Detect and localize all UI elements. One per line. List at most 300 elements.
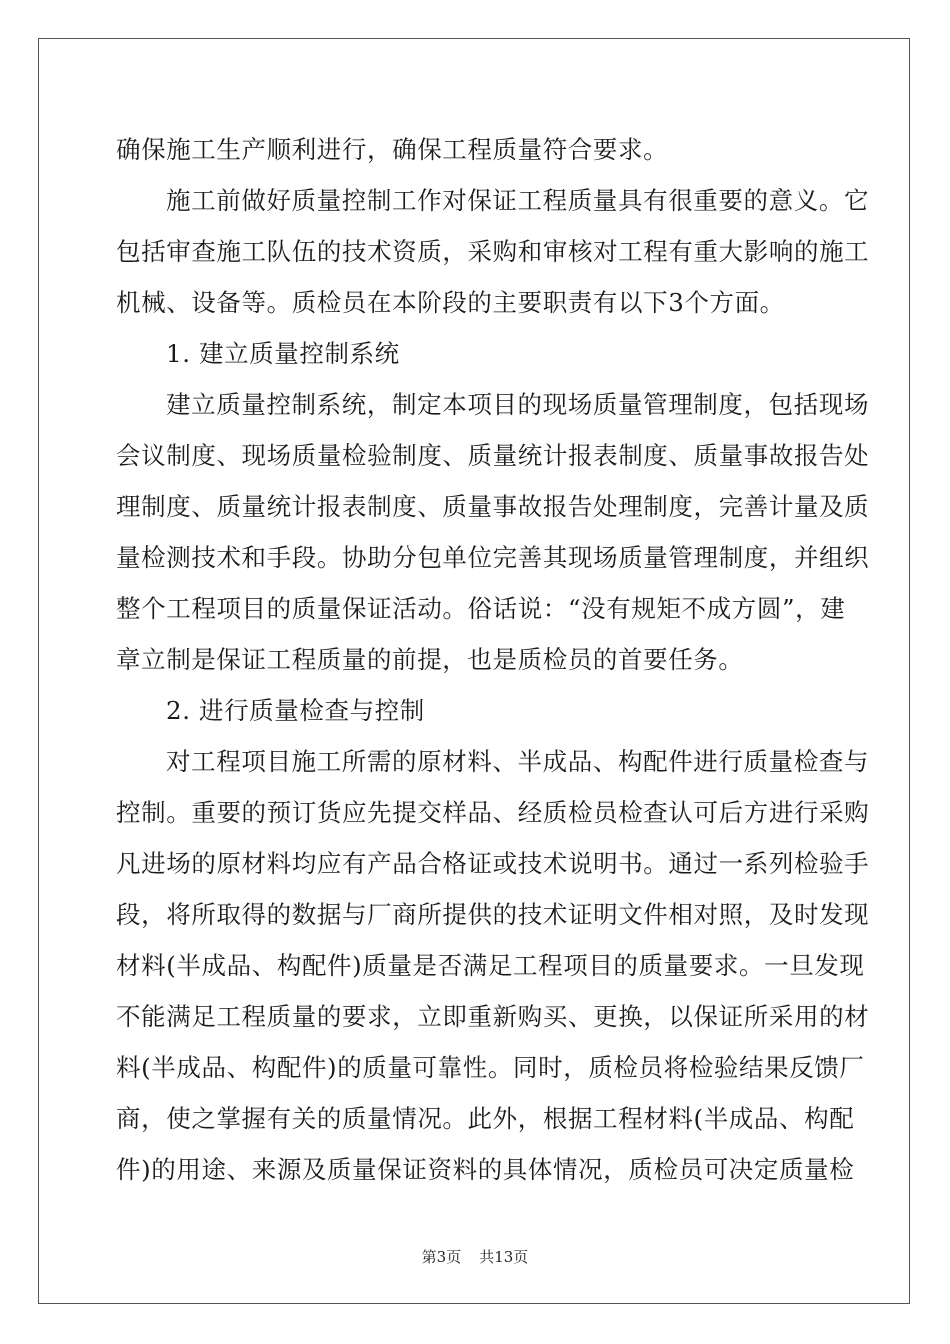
char: 矩 xyxy=(656,594,682,623)
char: 格 xyxy=(442,849,468,878)
char: 目 xyxy=(241,594,267,623)
char: 量 xyxy=(387,951,413,980)
char: 半 xyxy=(151,1053,177,1082)
char: 取 xyxy=(216,900,242,929)
char: 及 xyxy=(768,900,794,929)
char: 凡 xyxy=(116,849,142,878)
char: 。 xyxy=(442,594,468,623)
char: 求 xyxy=(713,951,739,980)
char: 量 xyxy=(352,1155,378,1184)
char: 据 xyxy=(567,1104,594,1133)
char: 制 xyxy=(391,390,418,419)
char: 包 xyxy=(116,237,142,266)
char: 质 xyxy=(844,492,870,521)
char: 质 xyxy=(327,1155,353,1184)
char: 术 xyxy=(542,849,568,878)
char: 的 xyxy=(492,900,518,929)
char: 术 xyxy=(216,543,242,572)
char: 作 xyxy=(417,186,443,215)
line-text xyxy=(166,175,870,226)
char: 员 xyxy=(593,798,619,827)
char: 度 xyxy=(718,390,744,419)
char: 购 xyxy=(492,237,518,266)
char: 重 xyxy=(693,186,719,215)
char: 并 xyxy=(793,543,820,572)
char: 得 xyxy=(241,900,267,929)
char: 义 xyxy=(793,186,819,215)
char: 重 xyxy=(191,798,217,827)
char: ( xyxy=(166,951,177,980)
char: 足 xyxy=(487,951,513,980)
char: 量 xyxy=(116,543,142,572)
char: 技 xyxy=(517,900,543,929)
char: 性 xyxy=(462,1053,488,1082)
char: 对 xyxy=(442,186,468,215)
char: 统 xyxy=(266,492,292,521)
char: 质 xyxy=(693,441,719,470)
char: 列 xyxy=(768,849,794,878)
char: 告 xyxy=(567,492,594,521)
char: 制 xyxy=(618,441,644,470)
char: 处 xyxy=(593,492,619,521)
char: 建 xyxy=(820,594,846,623)
char: 质 xyxy=(291,441,317,470)
char: 保 xyxy=(467,186,493,215)
page-number: 第3页 xyxy=(421,1248,462,1266)
text-line xyxy=(116,379,870,430)
char: ， xyxy=(693,492,719,521)
char: 不 xyxy=(681,594,707,623)
char: 圆 xyxy=(756,594,782,623)
char: 成 xyxy=(728,1104,754,1133)
char: 有 xyxy=(643,186,669,215)
char: 品 xyxy=(392,849,418,878)
char: 处 xyxy=(844,441,870,470)
char: 控 xyxy=(116,798,142,827)
char: 度 xyxy=(668,492,694,521)
char: 现 xyxy=(844,900,870,929)
line-text xyxy=(116,226,870,277)
char: ， xyxy=(768,543,794,572)
char: 量 xyxy=(718,441,744,470)
char: 过 xyxy=(693,849,719,878)
char: 配 xyxy=(829,1104,855,1133)
char: 新 xyxy=(492,1002,518,1031)
char: 立 xyxy=(417,1002,443,1031)
char: 工 xyxy=(618,237,644,266)
char: 预 xyxy=(266,798,292,827)
char: 系 xyxy=(316,390,342,419)
char: 可 xyxy=(703,1155,729,1184)
char: 助 xyxy=(367,543,393,572)
char: 和 xyxy=(517,237,543,266)
char: 体 xyxy=(527,1155,554,1184)
char: 商 xyxy=(392,900,418,929)
char: 用 xyxy=(793,1002,820,1031)
char: 制 xyxy=(291,390,317,419)
char: 程 xyxy=(542,186,568,215)
line-text: 2. 进行质量检查与控制 xyxy=(166,696,425,725)
char: 料 xyxy=(467,747,493,776)
char: 证 xyxy=(492,186,518,215)
char: 订 xyxy=(291,798,317,827)
char: 的 xyxy=(743,186,769,215)
char: 能 xyxy=(141,1002,167,1031)
char: 制 xyxy=(366,186,392,215)
char: 报 xyxy=(567,441,594,470)
char: 来 xyxy=(251,1155,277,1184)
char: 量 xyxy=(467,492,493,521)
char: 工 xyxy=(316,747,342,776)
char: 检 xyxy=(341,441,368,470)
char: 行 xyxy=(718,747,744,776)
line-text xyxy=(116,991,870,1042)
char: 时 xyxy=(793,900,820,929)
char: ， xyxy=(141,1104,167,1133)
char: 材 xyxy=(116,951,142,980)
char: 检 xyxy=(613,1053,639,1082)
char: ， xyxy=(563,1053,589,1082)
char: 材 xyxy=(643,1104,669,1133)
char: 的 xyxy=(337,1053,363,1082)
char: 质 xyxy=(291,594,317,623)
text-line xyxy=(116,226,870,277)
char: 需 xyxy=(366,747,392,776)
char: ( xyxy=(141,1053,152,1082)
char: 具 xyxy=(617,186,644,215)
char: 包 xyxy=(768,390,794,419)
char: 队 xyxy=(266,237,292,266)
char: 制 xyxy=(166,441,192,470)
char: 可 xyxy=(693,798,719,827)
char: 组 xyxy=(819,543,845,572)
char: 件 xyxy=(668,747,694,776)
char: 根 xyxy=(542,1104,568,1133)
char: 、 xyxy=(417,492,443,521)
char: 施 xyxy=(216,237,242,266)
char: 计 xyxy=(768,492,794,521)
char: 量 xyxy=(643,543,669,572)
line-text: 1. 建立质量控制系统 xyxy=(166,339,400,368)
char: 质 xyxy=(266,1002,292,1031)
char: 使 xyxy=(166,1104,192,1133)
char: 量 xyxy=(592,186,618,215)
char: 货 xyxy=(316,798,342,827)
char: 进 xyxy=(693,747,719,776)
char: 证 xyxy=(567,900,594,929)
char: 配 xyxy=(301,951,328,980)
char: 项 xyxy=(241,747,267,776)
char: 管 xyxy=(643,390,669,419)
char: 情 xyxy=(553,1155,579,1184)
char: ， xyxy=(643,1002,669,1031)
char: 证 xyxy=(402,1155,428,1184)
char: 场 xyxy=(843,390,870,419)
char: 相 xyxy=(668,900,694,929)
char: 交 xyxy=(417,798,443,827)
char: 查 xyxy=(818,747,844,776)
char: 质 xyxy=(442,492,468,521)
char: 规 xyxy=(631,594,657,623)
char: 质 xyxy=(588,1053,614,1082)
char: 手 xyxy=(844,849,870,878)
char: 程 xyxy=(618,1104,644,1133)
char: 完 xyxy=(492,543,518,572)
char: 靠 xyxy=(437,1053,463,1082)
char: 否 xyxy=(437,951,463,980)
char: 成 xyxy=(542,747,568,776)
char: 证 xyxy=(467,849,493,878)
char: 制 xyxy=(392,441,418,470)
char: 料 xyxy=(668,1104,694,1133)
char: 施 xyxy=(819,237,845,266)
char: 度 xyxy=(743,543,769,572)
char: 程 xyxy=(538,951,564,980)
char: 将 xyxy=(166,900,192,929)
char: 现 xyxy=(241,441,267,470)
char: 俗 xyxy=(467,594,493,623)
char: 系 xyxy=(743,849,769,878)
char: 现 xyxy=(818,390,844,419)
char: 足 xyxy=(191,1002,217,1031)
char: 整 xyxy=(116,594,142,623)
char: 好 xyxy=(266,186,292,215)
char: 情 xyxy=(392,1104,418,1133)
char: 一 xyxy=(764,951,790,980)
char: 、 xyxy=(226,1155,252,1184)
char: 及 xyxy=(301,1155,328,1184)
line-text xyxy=(116,787,870,838)
page-footer xyxy=(0,1246,950,1267)
char: 其 xyxy=(542,543,568,572)
char: 配 xyxy=(276,1053,302,1082)
char: 有 xyxy=(266,1104,292,1133)
text-line xyxy=(116,889,870,940)
char: 影 xyxy=(743,237,769,266)
char: 求 xyxy=(367,1002,393,1031)
text-line xyxy=(116,940,865,991)
char: 应 xyxy=(316,849,342,878)
char: 以 xyxy=(668,1002,694,1031)
char: 对 xyxy=(166,747,192,776)
char: 分 xyxy=(392,543,418,572)
char: 质 xyxy=(362,951,388,980)
char: ， xyxy=(366,390,392,419)
char: 要 xyxy=(688,951,714,980)
char: 做 xyxy=(241,186,267,215)
char: 商 xyxy=(116,1104,142,1133)
char: ， xyxy=(743,900,769,929)
char: 品 xyxy=(753,1104,780,1133)
char: 况 xyxy=(578,1155,604,1184)
char: 构 xyxy=(617,747,644,776)
char: 工 xyxy=(241,237,267,266)
char: 量 xyxy=(492,441,518,470)
char: 报 xyxy=(793,441,820,470)
char: 统 xyxy=(341,390,367,419)
text-line xyxy=(116,787,870,838)
char: 检 xyxy=(567,798,594,827)
char: 。 xyxy=(442,1104,468,1133)
char: 后 xyxy=(718,798,744,827)
char: 果 xyxy=(764,1053,790,1082)
char: 括 xyxy=(793,390,819,419)
char: 量 xyxy=(793,492,820,521)
char: 的 xyxy=(316,1104,342,1133)
char: 核 xyxy=(567,237,594,266)
char: 构 xyxy=(804,1104,830,1133)
char: 伍 xyxy=(291,237,317,266)
text-line xyxy=(116,277,836,328)
char: 料 xyxy=(116,1053,142,1082)
char: 样 xyxy=(442,798,468,827)
char: 程 xyxy=(643,237,669,266)
char: 查 xyxy=(191,237,217,266)
char: 现 xyxy=(542,390,568,419)
char: 品 xyxy=(201,1053,227,1082)
char: 验 xyxy=(713,1053,739,1082)
char: 告 xyxy=(819,441,845,470)
char: 保 xyxy=(377,1155,403,1184)
char: 。 xyxy=(487,1053,513,1082)
char: 验 xyxy=(367,441,393,470)
char: 制 xyxy=(367,492,393,521)
char: 工 xyxy=(593,1104,619,1133)
char: 、 xyxy=(226,1053,252,1082)
char: 立 xyxy=(191,390,217,419)
char: 掌 xyxy=(216,1104,242,1133)
line-text xyxy=(116,889,870,940)
char: 动 xyxy=(417,594,443,623)
char: 采 xyxy=(467,237,493,266)
char: 数 xyxy=(291,900,317,929)
char: 采 xyxy=(768,1002,794,1031)
text-line xyxy=(116,124,836,175)
char: 要 xyxy=(216,798,242,827)
line-text xyxy=(116,1093,855,1144)
char: 程 xyxy=(241,1002,267,1031)
char: 量 xyxy=(316,441,342,470)
char: 据 xyxy=(316,900,342,929)
char: 响 xyxy=(768,237,794,266)
char: 善 xyxy=(743,492,769,521)
char: 理 xyxy=(668,390,694,419)
char: 经 xyxy=(517,798,543,827)
char: 发 xyxy=(814,951,840,980)
line-text: 确保施工生产顺利进行，确保工程质量符合要求。 xyxy=(116,135,669,164)
char: 所 xyxy=(341,747,367,776)
line-text xyxy=(166,736,870,787)
char: 构 xyxy=(251,1053,277,1082)
char: 半 xyxy=(517,747,543,776)
char: 质 xyxy=(216,390,242,419)
char: 方 xyxy=(743,798,769,827)
char: 完 xyxy=(718,492,744,521)
char: 、 xyxy=(592,747,618,776)
char: 的 xyxy=(266,900,292,929)
text-line xyxy=(116,1093,855,1144)
char: 之 xyxy=(191,1104,217,1133)
char: 故 xyxy=(517,492,543,521)
char: 产 xyxy=(367,849,393,878)
char: 件 xyxy=(116,1155,142,1184)
char: ， xyxy=(603,1155,629,1184)
char: 场 xyxy=(593,543,619,572)
char: 度 xyxy=(643,441,669,470)
char: ) xyxy=(141,1155,152,1184)
char: 品 xyxy=(467,798,493,827)
char: 工 xyxy=(844,237,870,266)
char: 会 xyxy=(116,441,142,470)
char: 换 xyxy=(618,1002,644,1031)
char: 料 xyxy=(266,849,292,878)
char: 或 xyxy=(492,849,518,878)
char: 配 xyxy=(643,747,669,776)
char: ) xyxy=(352,951,363,980)
char: 厂 xyxy=(839,1053,865,1082)
char: 与 xyxy=(341,900,368,929)
char: 工 xyxy=(191,186,217,215)
char: 一 xyxy=(718,849,744,878)
char: 它 xyxy=(843,186,870,215)
char: 手 xyxy=(266,543,292,572)
char: 施 xyxy=(291,747,317,776)
char: 。 xyxy=(818,186,844,215)
char: 个 xyxy=(141,594,167,623)
char: 本 xyxy=(442,390,468,419)
char: 构 xyxy=(276,951,302,980)
char: 质 xyxy=(779,1155,805,1184)
char: 材 xyxy=(241,849,267,878)
char: 制 xyxy=(141,798,167,827)
char: 买 xyxy=(542,1002,568,1031)
char: 质 xyxy=(743,747,769,776)
char: 统 xyxy=(517,441,543,470)
char: 即 xyxy=(442,1002,468,1031)
char: 况 xyxy=(417,1104,443,1133)
char: 工 xyxy=(166,594,192,623)
char: 段 xyxy=(291,543,317,572)
char: 质 xyxy=(291,186,317,215)
char: 事 xyxy=(492,492,518,521)
char: 、 xyxy=(492,798,518,827)
char: 术 xyxy=(367,237,393,266)
char: 握 xyxy=(241,1104,267,1133)
char: 同 xyxy=(512,1053,539,1082)
char: 项 xyxy=(216,594,242,623)
char: 控 xyxy=(266,390,292,419)
text-line xyxy=(116,583,846,634)
char: 合 xyxy=(417,849,443,878)
char: 计 xyxy=(542,441,568,470)
char: 资 xyxy=(392,237,418,266)
char: 证 xyxy=(367,594,393,623)
char: 理 xyxy=(618,492,644,521)
char: 制 xyxy=(718,543,744,572)
char: 购 xyxy=(844,798,870,827)
char: 时 xyxy=(538,1053,564,1082)
char: 此 xyxy=(467,1104,493,1133)
char: 括 xyxy=(141,237,167,266)
char: 工 xyxy=(512,951,539,980)
char: 大 xyxy=(718,237,744,266)
char: 协 xyxy=(341,543,368,572)
char: “ xyxy=(567,594,582,623)
char: 现 xyxy=(839,951,865,980)
char: 场 xyxy=(266,441,292,470)
char: 场 xyxy=(166,849,192,878)
line-text xyxy=(116,430,870,481)
